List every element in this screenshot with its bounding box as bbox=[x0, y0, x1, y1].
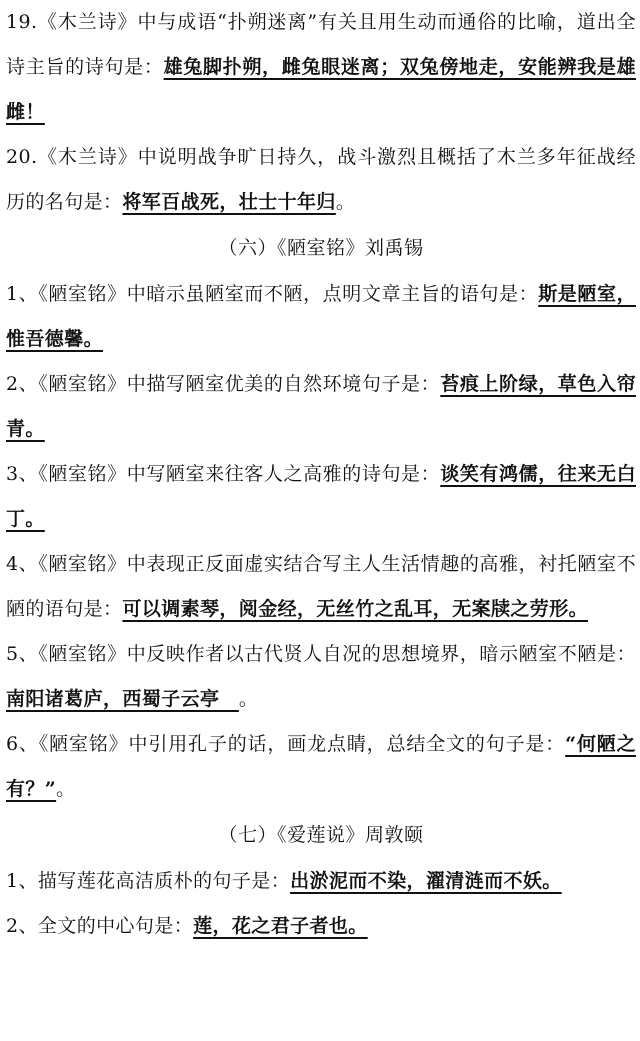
question-20 bbox=[6, 135, 636, 225]
question-text: 20.《木兰诗》中说明战争旷日持久，战斗激烈且概括了木兰多年征战经历的名句是： bbox=[6, 146, 636, 213]
question-text: 2、全文的中心句是： bbox=[6, 915, 194, 937]
lou-question-4 bbox=[6, 542, 636, 632]
section-heading-ai-lian-shuo: （七）《爱莲说》周敦颐 bbox=[218, 824, 424, 846]
answer-text: 雄兔脚扑朔，雌兔眼迷离；双兔傍地走，安能辨我是雄雌！ bbox=[6, 56, 636, 123]
question-19 bbox=[6, 0, 636, 135]
question-text: 1、描写莲花高洁质朴的句子是： bbox=[6, 870, 291, 892]
answer-text: 出淤泥而不染，濯清涟而不妖。 bbox=[290, 870, 562, 892]
answer-text: 苔痕上阶绿，草色入帘青。 bbox=[6, 373, 636, 440]
lian-question-1 bbox=[6, 859, 636, 904]
question-text: 19.《木兰诗》中与成语“扑朔迷离”有关且用生动而通俗的比喻，道出全诗主旨的诗句是： bbox=[6, 11, 636, 78]
question-text: 5、《陋室铭》中反映作者以古代贤人自况的思想境界，暗示陋室不陋是： bbox=[6, 643, 636, 665]
section-heading-lou-shi-ming: （六）《陋室铭》刘禹锡 bbox=[218, 237, 424, 259]
question-text: 3、《陋室铭》中写陋室来往客人之高雅的诗句是： bbox=[6, 463, 441, 485]
answer-text: “何陋之有？” bbox=[6, 733, 636, 800]
question-suffix: 。 bbox=[238, 688, 259, 710]
lou-question-6 bbox=[6, 722, 636, 812]
answer-text: 莲，花之君子者也。 bbox=[193, 915, 368, 937]
question-suffix: 。 bbox=[335, 191, 356, 213]
answer-text: 南阳诸葛庐，西蜀子云亭 bbox=[6, 688, 239, 710]
question-text: 4、《陋室铭》中表现正反面虚实结合写主人生活情趣的高雅，衬托陋室不陋的语句是： bbox=[6, 553, 636, 620]
lou-question-2 bbox=[6, 362, 636, 452]
lian-question-2 bbox=[6, 904, 636, 949]
answer-text: 谈笑有鸿儒，往来无白丁。 bbox=[6, 463, 636, 530]
answer-text: 将军百战死，壮士十年归 bbox=[122, 191, 336, 213]
lou-question-3 bbox=[6, 452, 636, 542]
question-text: 6、《陋室铭》中引用孔子的话，画龙点睛，总结全文的句子是： bbox=[6, 733, 566, 755]
answer-text: 斯是陋室，惟吾德馨。 bbox=[6, 283, 636, 350]
answer-text: 可以调素琴，阅金经，无丝竹之乱耳，无案牍之劳形。 bbox=[122, 598, 589, 620]
question-suffix: 。 bbox=[56, 778, 76, 800]
question-text: 1、《陋室铭》中暗示虽陋室而不陋，点明文章主旨的语句是： bbox=[6, 283, 539, 305]
lou-question-1 bbox=[6, 272, 636, 362]
question-text: 2、《陋室铭》中描写陋室优美的自然环境句子是： bbox=[6, 373, 441, 395]
lou-question-5 bbox=[6, 632, 636, 722]
